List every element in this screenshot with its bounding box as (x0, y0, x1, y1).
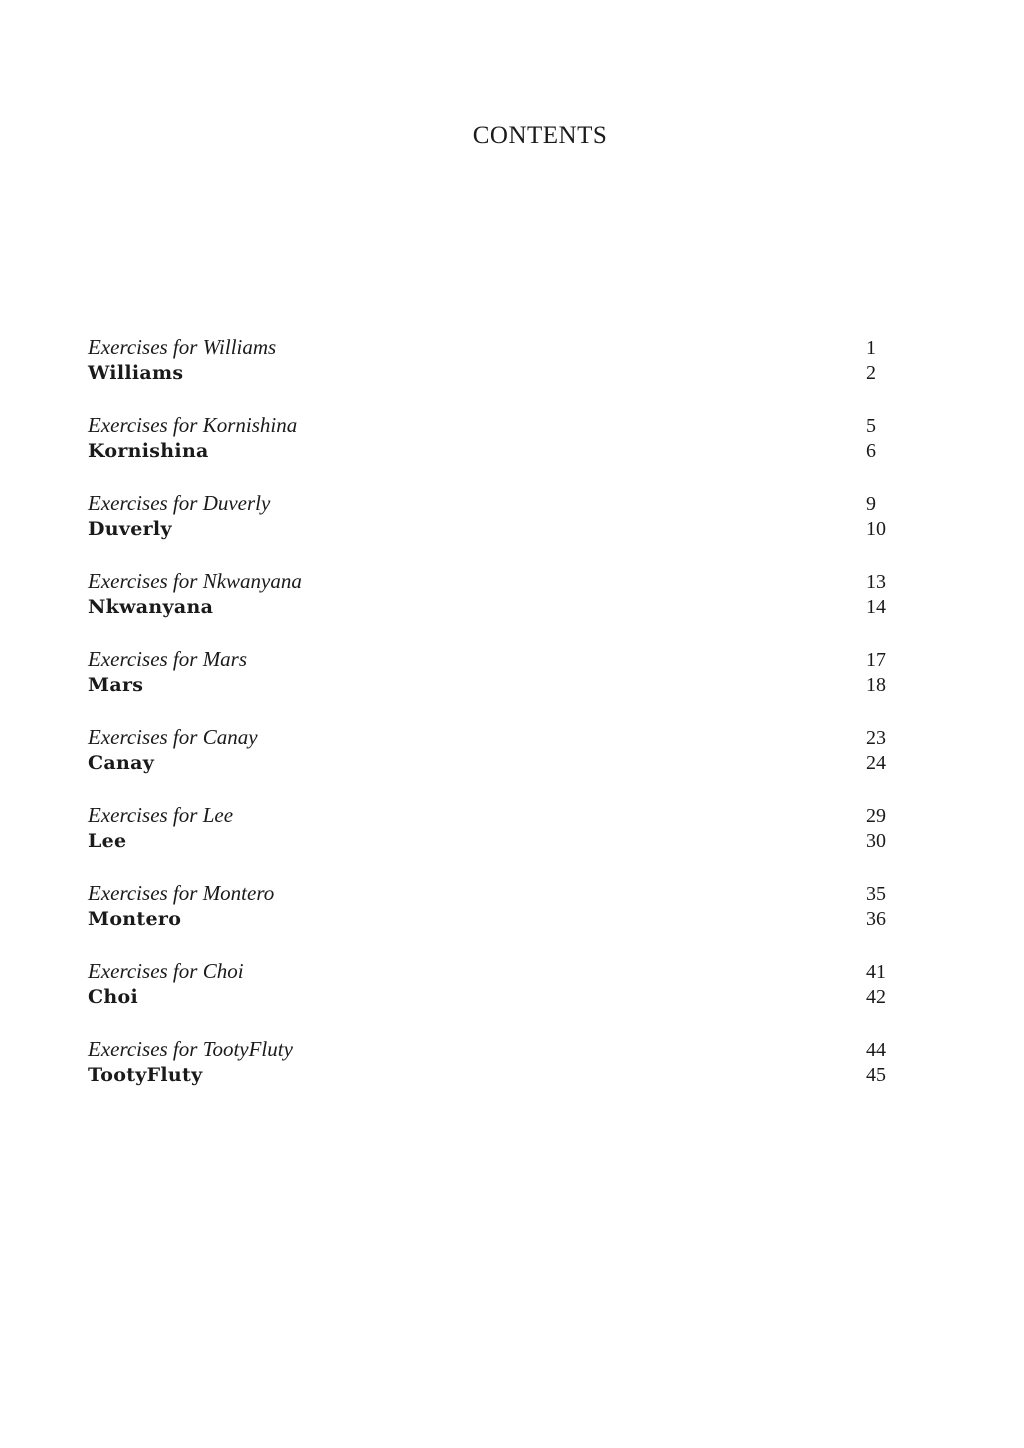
toc-piece-row[interactable] (88, 750, 896, 776)
toc-exercise-row[interactable] (88, 958, 896, 984)
toc-page-number: 1 (866, 337, 876, 359)
toc-piece-label: Lee (88, 830, 127, 852)
toc-piece-row[interactable] (88, 438, 896, 464)
toc-exercise-label: Exercises for Mars (88, 647, 248, 671)
toc-exercise-label: Exercises for Canay (88, 725, 258, 749)
toc-exercise-row[interactable] (88, 490, 896, 516)
toc-page-number: 18 (866, 674, 886, 696)
toc-piece-label: Montero (88, 908, 182, 930)
toc-page-number: 30 (866, 830, 886, 852)
toc-piece-label: Kornishina (88, 440, 209, 462)
toc-page-number: 5 (866, 415, 876, 437)
toc-exercise-label: Exercises for Lee (88, 803, 234, 827)
toc-piece-label: Canay (88, 752, 155, 774)
toc-page-number: 42 (866, 986, 886, 1008)
toc-page-number: 14 (866, 596, 886, 618)
toc-piece-row[interactable] (88, 594, 896, 620)
toc-exercise-label: Exercises for Nkwanyana (88, 569, 302, 593)
toc-exercise-row[interactable] (88, 724, 896, 750)
toc-page-number: 13 (866, 571, 886, 593)
toc-exercise-row[interactable] (88, 646, 896, 672)
toc-exercise-row[interactable] (88, 568, 896, 594)
toc-group (88, 802, 896, 880)
toc-page-number: 29 (866, 805, 886, 827)
toc-group (88, 412, 896, 490)
toc-page-number: 44 (866, 1039, 886, 1061)
toc-piece-row[interactable] (88, 672, 896, 698)
toc-exercise-row[interactable] (88, 334, 896, 360)
toc-page-number: 41 (866, 961, 886, 983)
toc-piece-label: Duverly (88, 518, 172, 540)
toc-piece-label: Williams (88, 362, 184, 384)
toc-page-number: 24 (866, 752, 886, 774)
toc-piece-label: Mars (88, 674, 144, 696)
toc-exercise-row[interactable] (88, 1036, 896, 1062)
table-of-contents (88, 334, 896, 1114)
toc-exercise-row[interactable] (88, 880, 896, 906)
toc-group (88, 724, 896, 802)
toc-page-number: 6 (866, 440, 876, 462)
toc-group (88, 490, 896, 568)
toc-exercise-label: Exercises for Duverly (88, 491, 271, 515)
toc-exercise-row[interactable] (88, 412, 896, 438)
toc-piece-label: Nkwanyana (88, 596, 214, 618)
toc-page-number: 10 (866, 518, 886, 540)
toc-group (88, 568, 896, 646)
toc-group (88, 958, 896, 1036)
toc-page-number: 36 (866, 908, 886, 930)
toc-page-number: 35 (866, 883, 886, 905)
toc-group (88, 334, 896, 412)
toc-exercise-label: Exercises for Kornishina (88, 413, 298, 437)
page-title: CONTENTS (472, 122, 608, 149)
toc-group (88, 1036, 896, 1114)
toc-piece-row[interactable] (88, 516, 896, 542)
toc-piece-label: Choi (88, 986, 139, 1008)
toc-exercise-label: Exercises for Montero (88, 881, 275, 905)
toc-exercise-label: Exercises for Choi (88, 959, 244, 983)
toc-piece-row[interactable] (88, 906, 896, 932)
toc-piece-row[interactable] (88, 984, 896, 1010)
toc-exercise-row[interactable] (88, 802, 896, 828)
toc-page-number: 23 (866, 727, 886, 749)
toc-page-number: 17 (866, 649, 886, 671)
toc-piece-row[interactable] (88, 360, 896, 386)
toc-page-number: 9 (866, 493, 876, 515)
toc-exercise-label: Exercises for TootyFluty (88, 1037, 293, 1061)
toc-page-number: 2 (866, 362, 876, 384)
toc-piece-row[interactable] (88, 1062, 896, 1088)
toc-group (88, 646, 896, 724)
toc-piece-label: TootyFluty (88, 1064, 203, 1086)
toc-piece-row[interactable] (88, 828, 896, 854)
toc-group (88, 880, 896, 958)
toc-page-number: 45 (866, 1064, 886, 1086)
toc-exercise-label: Exercises for Williams (88, 335, 277, 359)
